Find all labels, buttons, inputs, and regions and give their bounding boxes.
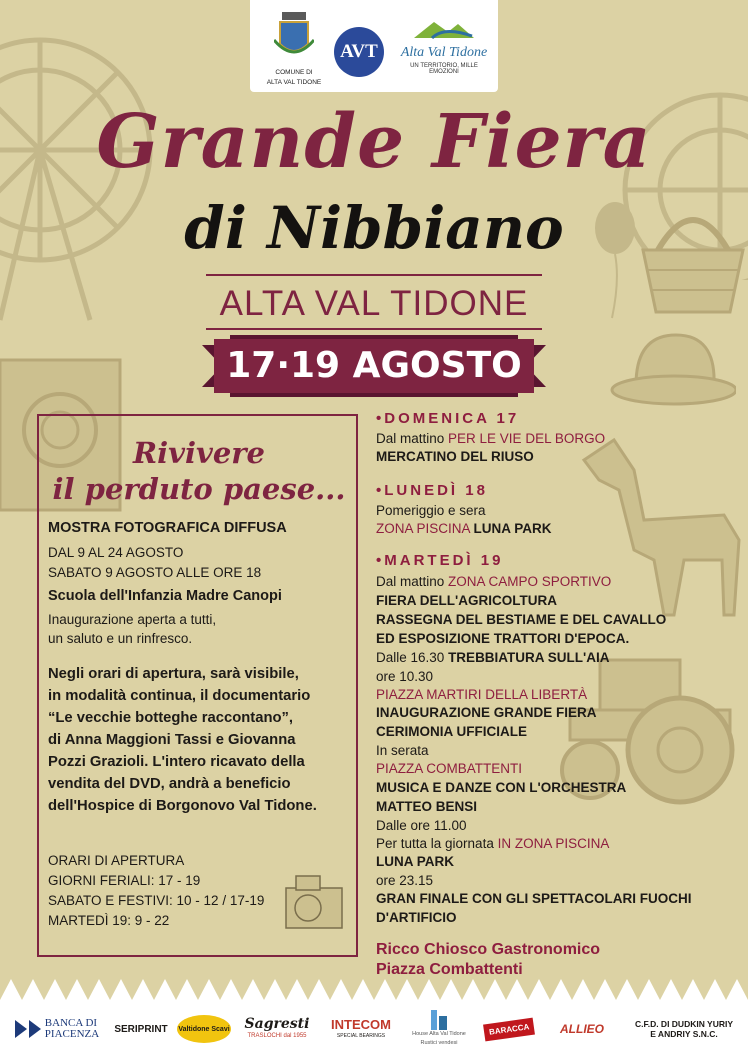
documentary-line: dell'Hospice di Borgonovo Val Tidone. bbox=[48, 798, 317, 814]
program-text: Dalle 16.30 bbox=[376, 650, 449, 665]
exhibition-heading-2: il perduto paese... bbox=[52, 472, 346, 506]
program-event: INAUGURAZIONE GRANDE FIERA bbox=[376, 705, 597, 720]
program-place: IN ZONA PISCINA bbox=[497, 836, 610, 851]
alta-tagline: UN TERRITORIO, MILLE EMOZIONI bbox=[410, 63, 478, 75]
house-name: House Alta Val Tidone bbox=[412, 1031, 466, 1037]
hours-weekend: SABATO E FESTIVI: 10 - 12 / 17-19 bbox=[48, 893, 265, 908]
program-event: LUNA PARK bbox=[473, 521, 552, 536]
program-line: In serata bbox=[376, 743, 429, 758]
program-event: ED ESPOSIZIONE TRATTORI D'EPOCA. bbox=[376, 631, 630, 646]
program-text: Dal mattino bbox=[376, 431, 449, 446]
alta-word-2: Val Tidone bbox=[427, 45, 488, 60]
program-text: Dal mattino bbox=[376, 574, 449, 589]
program-line bbox=[376, 520, 552, 537]
cfd-line-1: C.F.D. DI DUDKIN YURIY bbox=[634, 1019, 734, 1029]
sponsor-banca-piacenza bbox=[14, 1014, 100, 1044]
comune-caption-2: ALTA VAL TIDONE bbox=[266, 79, 322, 86]
avt-logo: AVT bbox=[334, 27, 384, 77]
program-event: MUSICA E DANZE CON L'ORCHESTRA bbox=[376, 780, 627, 795]
day-heading-monday: •LUNEDÌ 18 bbox=[376, 482, 488, 499]
sponsor-seriprint: SERIPRINT bbox=[114, 1023, 168, 1035]
program-text: Per tutta la giornata bbox=[376, 836, 498, 851]
documentary-line: in modalità continua, il documentario bbox=[48, 688, 311, 704]
program-event: CERIMONIA UFFICIALE bbox=[376, 724, 527, 739]
mostra-date-range: DAL 9 AL 24 AGOSTO bbox=[48, 545, 184, 560]
sponsor-sagresti bbox=[238, 1014, 316, 1044]
horse-illustration bbox=[574, 430, 748, 620]
documentary-line: “Le vecchie botteghe raccontano”, bbox=[48, 710, 294, 726]
title-rule-top bbox=[206, 274, 542, 276]
banca-name-2: PIACENZA bbox=[44, 1028, 100, 1040]
hours-tuesday: MARTEDÌ 19: 9 - 22 bbox=[48, 913, 170, 928]
documentary-line: Pozzi Grazioli. L'intero ricavato della bbox=[48, 754, 305, 770]
program-event: D'ARTIFICIO bbox=[376, 910, 457, 925]
day-heading-sunday: •DOMENICA 17 bbox=[376, 410, 520, 427]
program-place: PER LE VIE DEL BORGO bbox=[448, 431, 606, 446]
house-tag: Rustici vendesi bbox=[420, 1040, 458, 1046]
house-logo-icon bbox=[429, 1008, 449, 1030]
mostra-title: MOSTRA FOTOGRAFICA DIFFUSA bbox=[48, 520, 287, 536]
cfd-line-2: E ANDRIY S.N.C. bbox=[650, 1029, 718, 1039]
title-rule-bottom bbox=[206, 328, 542, 330]
alta-val-tidone-logo bbox=[398, 18, 490, 75]
sponsor-valtidone-scavi bbox=[176, 1014, 232, 1044]
dates-label: 17·19 AGOSTO bbox=[226, 345, 522, 386]
comune-caption-1: COMUNE DI bbox=[275, 69, 313, 76]
mostra-opening-date: SABATO 9 AGOSTO ALLE ORE 18 bbox=[48, 565, 262, 580]
program-place: ZONA PISCINA bbox=[376, 521, 474, 536]
documentary-line: Negli orari di apertura, sarà visibile, bbox=[48, 666, 299, 682]
intecom-tag: SPECIAL BEARINGS bbox=[336, 1032, 386, 1039]
sagresti-tag: TRASLOCHI dal 1955 bbox=[247, 1033, 307, 1039]
day-heading-tuesday: •MARTEDÌ 19 bbox=[376, 552, 504, 569]
hours-title: ORARI DI APERTURA bbox=[48, 853, 185, 868]
sponsor-intecom bbox=[326, 1014, 396, 1044]
logos-panel bbox=[250, 0, 498, 92]
mostra-invite-2: un saluto e un rinfresco. bbox=[48, 631, 193, 646]
hat-illustration bbox=[606, 330, 736, 410]
program-line: ore 10.30 bbox=[376, 669, 434, 684]
title-di-nibbiano: di Nibbiano bbox=[184, 194, 564, 262]
program-line bbox=[376, 573, 611, 590]
program-event: FIERA DELL'AGRICOLTURA bbox=[376, 593, 557, 608]
sponsor-allieo bbox=[544, 1014, 620, 1044]
baracca-name: BARACCA bbox=[483, 1017, 535, 1041]
hours-weekday: GIORNI FERIALI: 17 - 19 bbox=[48, 873, 201, 888]
program-place: PIAZZA COMBATTENTI bbox=[376, 761, 523, 776]
mostra-invite-1: Inaugurazione aperta a tutti, bbox=[48, 612, 217, 627]
documentary-line: di Anna Maggioni Tassi e Giovanna bbox=[48, 732, 296, 748]
banca-logo-icon bbox=[15, 1020, 41, 1038]
intecom-name: INTECOM bbox=[331, 1016, 391, 1032]
mostra-school: Scuola dell'Infanzia Madre Canopi bbox=[48, 588, 282, 604]
program-line: Dalle ore 11.00 bbox=[376, 818, 467, 833]
program-place: PIAZZA MARTIRI DELLA LIBERTÀ bbox=[376, 687, 588, 702]
subtitle-alta-val-tidone: ALTA VAL TIDONE bbox=[219, 284, 529, 323]
chiosco-line-1: Ricco Chiosco Gastronomico bbox=[376, 941, 601, 958]
program-event: TREBBIATURA SULL'AIA bbox=[448, 650, 610, 665]
program-line bbox=[376, 835, 609, 852]
chiosco-line-2: Piazza Combattenti bbox=[376, 961, 523, 978]
alta-word-1: Alta bbox=[400, 45, 425, 60]
program-event: MERCATINO DEL RIUSO bbox=[376, 449, 534, 464]
banca-name-1: BANCA DI bbox=[44, 1017, 98, 1029]
program-event: GRAN FINALE CON GLI SPETTACOLARI FUOCHI bbox=[376, 891, 692, 906]
program-line: Pomeriggio e sera bbox=[376, 503, 486, 518]
mountain-logo-icon bbox=[414, 18, 474, 40]
documentary-line: vendita del DVD, andrà a beneficio bbox=[48, 776, 291, 792]
valtidone-name: Valtidone Scavi bbox=[177, 1015, 231, 1043]
coat-of-arms-icon bbox=[274, 10, 314, 62]
comune-logo bbox=[264, 10, 324, 87]
program-event: LUNA PARK bbox=[376, 854, 454, 869]
program-event: MATTEO BENSI bbox=[376, 799, 477, 814]
sponsor-house-alta-val-tidone bbox=[404, 1000, 474, 1056]
program-event: RASSEGNA DEL BESTIAME E DEL CAVALLO bbox=[376, 612, 667, 627]
sponsor-cfd bbox=[628, 1014, 740, 1044]
program-line bbox=[376, 649, 610, 666]
exhibition-heading-1: Rivivere bbox=[132, 436, 265, 470]
allieo-name: ALLIEO bbox=[560, 1021, 604, 1036]
sponsor-baracca bbox=[484, 1014, 534, 1044]
sagresti-name: Sagresti bbox=[244, 1016, 310, 1032]
title-grande-fiera: Grande Fiera bbox=[96, 99, 652, 185]
program-line: ore 23.15 bbox=[376, 873, 434, 888]
program-place: ZONA CAMPO SPORTIVO bbox=[448, 574, 612, 589]
program-line bbox=[376, 430, 605, 447]
